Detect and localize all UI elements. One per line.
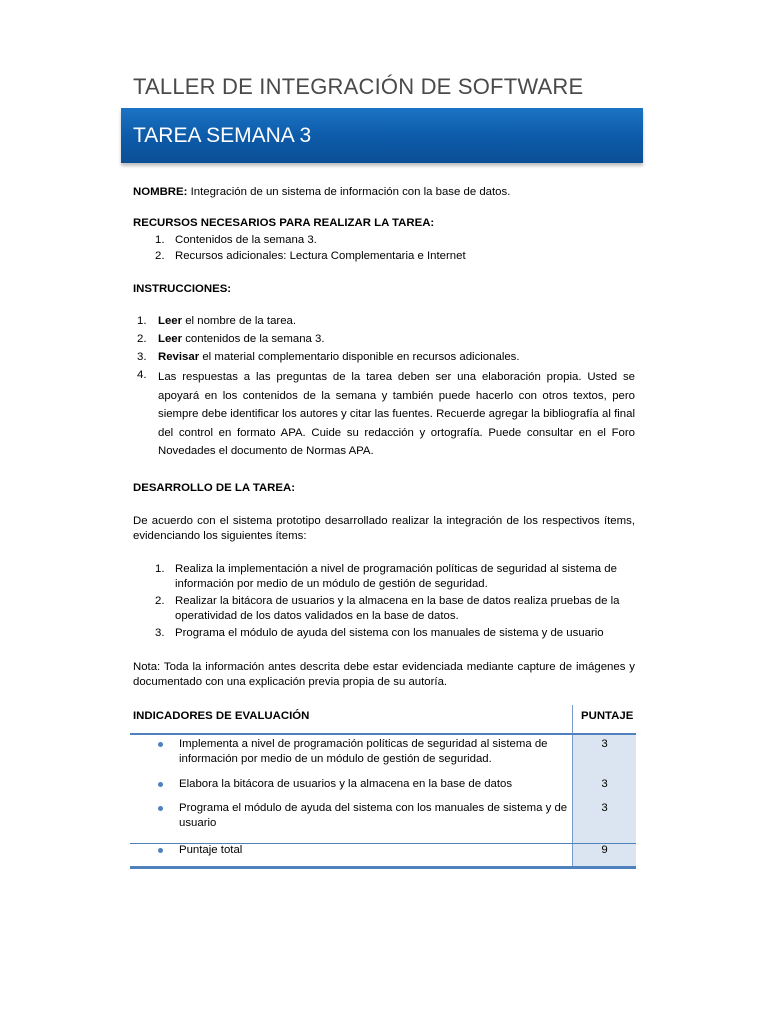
total-label: Puntaje total (179, 844, 243, 856)
list-item-number: 4. (137, 369, 147, 381)
course-title: TALLER DE INTEGRACIÓN DE SOFTWARE (133, 74, 584, 99)
score-value: 3 (601, 778, 608, 790)
bottom-rule (130, 866, 636, 869)
bullet-icon (158, 742, 163, 747)
list-item (137, 368, 635, 461)
instruction-verb: Leer (158, 315, 183, 327)
list-item-text: Recursos adicionales: Lectura Complementaria e Internet (175, 250, 466, 262)
evaluation-table (130, 705, 636, 871)
indicators-column-header: INDICADORES DE EVALUACIÓN (133, 710, 310, 722)
list-item-number: 1. (155, 234, 165, 246)
list-item (137, 314, 635, 332)
assignment-title: TAREA SEMANA 3 (133, 124, 312, 147)
list-item-number: 2. (155, 250, 165, 262)
list-item-text: el material complementario disponible en recursos adicionales. (199, 351, 520, 363)
total-score-value: 9 (601, 844, 608, 856)
list-item (137, 332, 635, 350)
list-item-text: Las respuestas a las preguntas de la tarea deben ser una elaboración propia. Usted se apoyará en los contenidos de la semana y también puede hacerlo con otros textos, pero siempre debe identificar los autores y citar las fuentes. Recuerde agregar la bibliografía al final del control en formato APA. Cuide su redacción y ortografía. Puede consultar en el Foro Novedades el documento de Normas APA. (158, 371, 635, 457)
instrucciones-list (137, 314, 635, 461)
indicator-text: Elabora la bitácora de usuarios y la almacena en la base de datos (179, 778, 513, 790)
instrucciones-heading: INSTRUCCIONES: (133, 283, 232, 295)
list-item (155, 626, 635, 641)
nombre-value: Integración de un sistema de información con la base de datos. (187, 186, 511, 198)
list-item-text: contenidos de la semana 3. (182, 333, 325, 345)
list-item (155, 562, 635, 592)
desarrollo-intro: De acuerdo con el sistema prototipo desarrollado realizar la integración de los respectivos ítems, evidenciando los siguientes ítems: (133, 515, 635, 542)
assignment-banner (121, 108, 643, 163)
list-item-text: Contenidos de la semana 3. (175, 234, 317, 246)
header-rule (130, 733, 636, 735)
indicator-text: Implementa a nivel de programación políticas de seguridad al sistema de información por medio de un módulo de gestión de seguridad. (179, 738, 548, 765)
indicator-text: Programa el módulo de ayuda del sistema con los manuales de sistema y de usuario (179, 802, 568, 829)
score-value: 3 (601, 802, 608, 814)
list-item (137, 350, 635, 368)
nombre-line (133, 185, 635, 200)
list-item-text: Realiza la implementación a nivel de programación políticas de seguridad al sistema de información por medio de un módulo de gestión de seguridad. (175, 563, 617, 590)
score-column-header: PUNTAJE (581, 710, 634, 722)
bullet-icon (158, 806, 163, 811)
list-item-number: 2. (155, 595, 165, 607)
instruction-verb: Revisar (158, 351, 200, 363)
list-item-number: 3. (155, 627, 165, 639)
list-item-text: el nombre de la tarea. (182, 315, 297, 327)
list-item-number: 3. (137, 351, 147, 363)
list-item-number: 1. (155, 563, 165, 575)
instruction-verb: Leer (158, 333, 183, 345)
list-item-number: 2. (137, 333, 147, 345)
recursos-heading: RECURSOS NECESARIOS PARA REALIZAR LA TAREA: (133, 217, 435, 229)
desarrollo-list (155, 562, 635, 641)
list-item-text: Realizar la bitácora de usuarios y la almacena en la base de datos realiza pruebas de la operatividad de los datos validados en la base de datos. (175, 595, 620, 622)
score-value: 3 (601, 738, 608, 750)
desarrollo-heading: DESARROLLO DE LA TAREA: (133, 482, 295, 494)
bullet-icon (158, 848, 163, 853)
list-item-text: Programa el módulo de ayuda del sistema con los manuales de sistema y de usuario (175, 627, 604, 639)
list-item (155, 594, 635, 624)
nota-paragraph: Nota: Toda la información antes descrita debe estar evidenciada mediante capture de imágenes y documentado con una explicación previa propia de su autoría. (133, 661, 635, 688)
nombre-label: NOMBRE: (133, 186, 188, 198)
list-item (155, 233, 635, 249)
list-item-number: 1. (137, 315, 147, 327)
recursos-list (155, 233, 635, 265)
bullet-icon (158, 782, 163, 787)
list-item (155, 249, 635, 265)
